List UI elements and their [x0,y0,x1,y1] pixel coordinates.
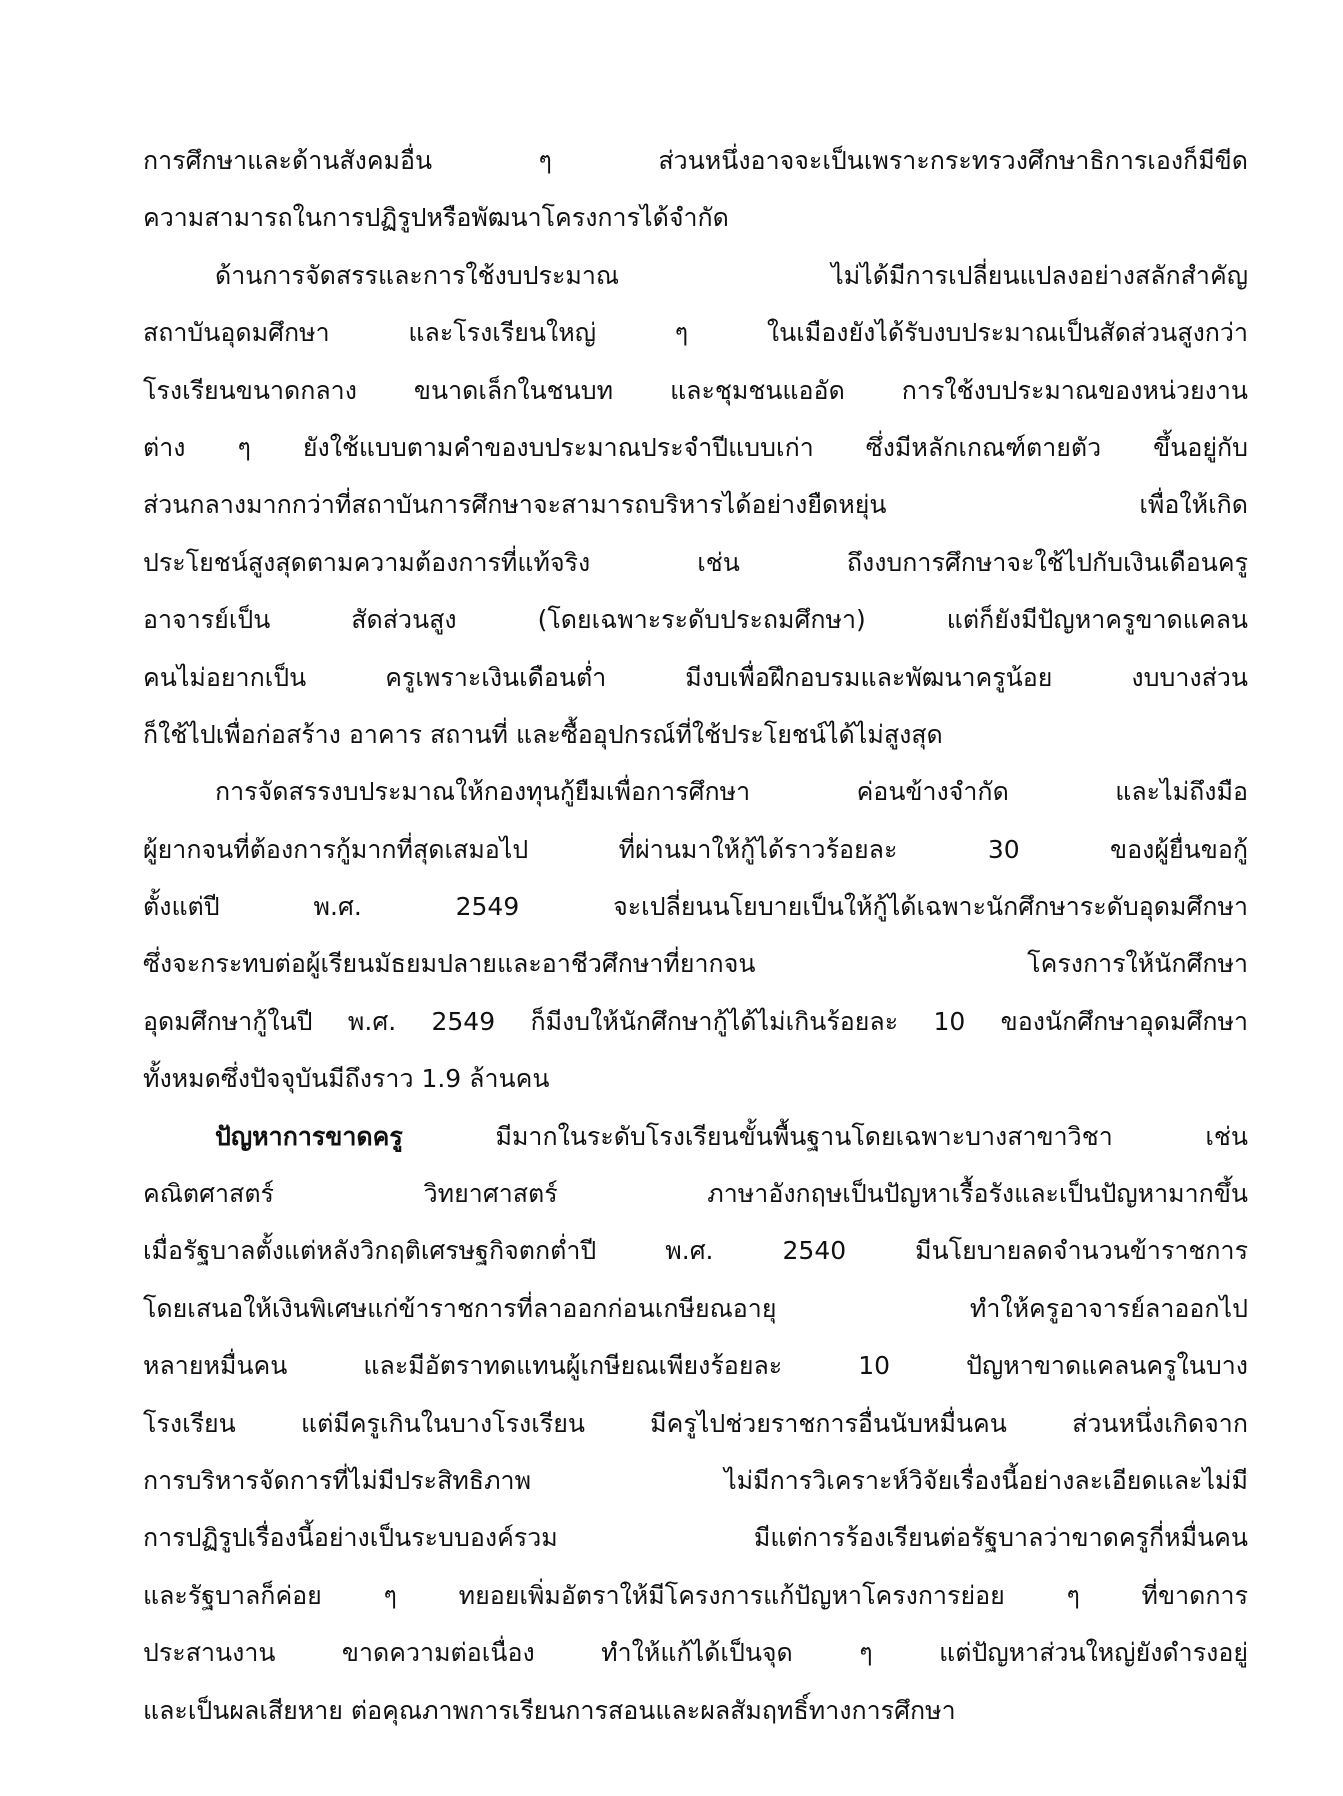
text-line: ต่าง ๆ ยังใช้แบบตามคำของบประมาณประจำปีแบบเก่า ซึ่งมีหลักเกณฑ์ตายตัว ขึ้นอยู่กับ [143,432,1248,462]
paragraph-first-line: การจัดสรรงบประมาณให้กองทุนกู้ยืมเพื่อการศึกษา ค่อนข้างจำกัด และไม่ถึงมือ [215,777,1248,807]
text-line: โดยเสนอให้เงินพิเศษแก่ข้าราชการที่ลาออกก่อนเกษียณอายุ ทำให้ครูอาจารย์ลาออกไป [143,1293,1248,1323]
paragraph-first-line: ด้านการจัดสรรและการใช้งบประมาณ ไม่ได้มีการเปลี่ยนแปลงอย่างสลักสำคัญ [215,260,1248,290]
text-line: การศึกษาและด้านสังคมอื่น ๆ ส่วนหนึ่งอาจจะเป็นเพราะกระทรวงศึกษาธิการเองก็มีขีด [143,146,1248,175]
text-line: การบริหารจัดการที่ไม่มีประสิทธิภาพ ไม่มีการวิเคราะห์วิจัยเรื่องนี้อย่างละเอียดและไม่มี [143,1465,1248,1495]
paragraph-first-line [143,1108,1248,1165]
text-line: ก็ใช้ไปเพื่อก่อสร้าง อาคาร สถานที่ และซื้ออุปกรณ์ที่ใช้ประโยชน์ได้ไม่สูงสุด [143,719,943,749]
text-line: ซึ่งจะกระทบต่อผู้เรียนมัธยมปลายและอาชีวศึกษาที่ยากจน โครงการให้นักศึกษา [143,949,1248,979]
text-line: คนไม่อยากเป็น ครูเพราะเงินเดือนต่ำ มีงบเพื่อฝึกอบรมและพัฒนาครูน้อย งบบางส่วน [143,662,1248,692]
text-line: ตั้งแต่ปี พ.ศ. 2549 จะเปลี่ยนนโยบายเป็นให้กู้ได้เฉพาะนักศึกษาระดับอุดมศึกษา [143,892,1248,922]
text-line: ประโยชน์สูงสุดตามความต้องการที่แท้จริง เช่น ถึงงบการศึกษาจะใช้ไปกับเงินเดือนครู [143,547,1248,577]
text-line: และรัฐบาลก็ค่อย ๆ ทยอยเพิ่มอัตราให้มีโครงการแก้ปัญหาโครงการย่อย ๆ ที่ขาดการ [143,1580,1248,1610]
text-line: การปฏิรูปเรื่องนี้อย่างเป็นระบบองค์รวม มีแต่การร้องเรียนต่อรัฐบาลว่าขาดครูกี่หมื่นคน [143,1523,1248,1553]
document-body [143,132,1248,1739]
text-line: โรงเรียน แต่มีครูเกินในบางโรงเรียน มีครูไปช่วยราชการอื่นนับหมื่นคน ส่วนหนึ่งเกิดจาก [143,1408,1248,1438]
text-line: ความสามารถในการปฏิรูปหรือพัฒนาโครงการได้จำกัด [143,203,729,233]
text-line: ทั้งหมดซึ่งปัจจุบันมีถึงราว 1.9 ล้านคน [143,1064,550,1094]
text-line: โรงเรียนขนาดกลาง ขนาดเล็กในชนบท และชุมชนแออัด การใช้งบประมาณของหน่วยงาน [143,375,1248,405]
text-line: คณิตศาสตร์ วิทยาศาสตร์ ภาษาอังกฤษเป็นปัญหาเรื้อรังและเป็นปัญหามากขึ้น [143,1179,1248,1209]
bold-lead-phrase: ปัญหาการขาดครู [215,1121,403,1151]
text-line: ผู้ยากจนที่ต้องการกู้มากที่สุดเสมอไป ที่ผ่านมาให้กู้ได้ราวร้อยละ 30 ของผู้ยื่นขอกู้ [143,834,1248,864]
text-line: สถาบันอุดมศึกษา และโรงเรียนใหญ่ ๆ ในเมืองยังได้รับงบประมาณเป็นสัดส่วนสูงกว่า [143,318,1248,348]
text-line: ประสานงาน ขาดความต่อเนื่อง ทำให้แก้ได้เป็นจุด ๆ แต่ปัญหาส่วนใหญ่ยังดำรงอยู่ [143,1638,1248,1668]
text-line: ส่วนกลางมากกว่าที่สถาบันการศึกษาจะสามารถบริหารได้อย่างยืดหยุ่น เพื่อให้เกิด [143,490,1248,520]
text-fragment: มีมากในระดับโรงเรียนขั้นพื้นฐานโดยเฉพาะบางสาขาวิชา เช่น [402,1121,1248,1151]
text-line: อุดมศึกษากู้ในปี พ.ศ. 2549 ก็มีงบให้นักศึกษากู้ได้ไม่เกินร้อยละ 10 ของนักศึกษาอุดมศึกษา [143,1006,1248,1036]
text-line: อาจารย์เป็น สัดส่วนสูง (โดยเฉพาะระดับประถมศึกษา) แต่ก็ยังมีปัญหาครูขาดแคลน [143,605,1248,635]
text-line: เมื่อรัฐบาลตั้งแต่หลังวิกฤติเศรษฐกิจตกต่ำปี พ.ศ. 2540 มีนโยบายลดจำนวนข้าราชการ [143,1236,1248,1266]
text-line: หลายหมื่นคน และมีอัตราทดแทนผู้เกษียณเพียงร้อยละ 10 ปัญหาขาดแคลนครูในบาง [143,1351,1248,1381]
text-line: และเป็นผลเสียหาย ต่อคุณภาพการเรียนการสอนและผลสัมฤทธิ์ทางการศึกษา [143,1695,956,1725]
